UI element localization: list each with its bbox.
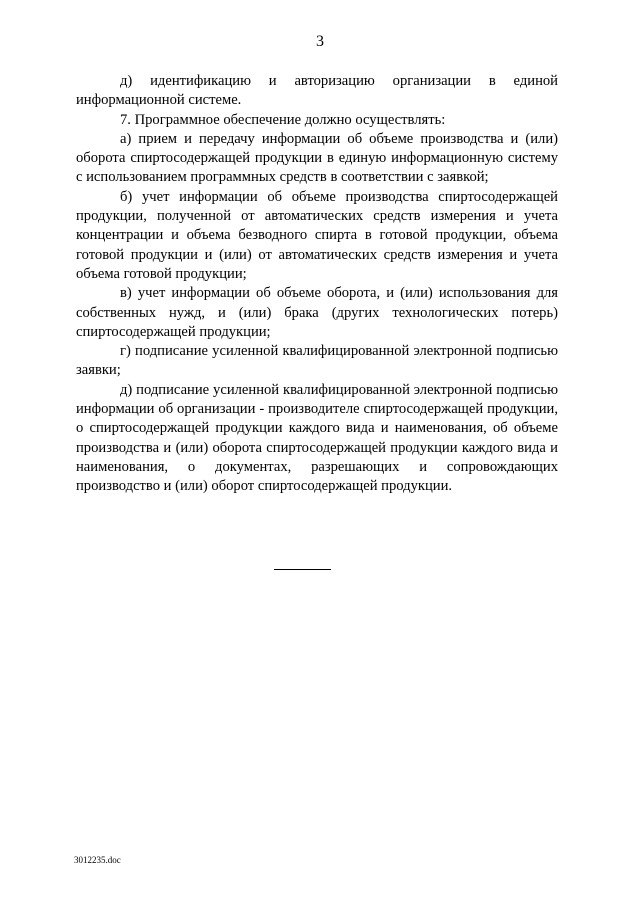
paragraph-item-d-identification: д) идентификацию и авторизацию организации в единой информационной системе. [76,73,558,109]
document-body [76,72,558,497]
paragraph-item-g-signing-application: г) подписание усиленной квалифицированной электронной подписью заявки; [76,343,558,379]
paragraph-section-7-heading: 7. Программное обеспечение должно осуществлять: [120,111,446,128]
paragraph-item-a-transfer: а) прием и передачу информации об объеме производства и (или) оборота спиртосодержащей продукции в единую информационную систему с использованием программных средств в соответствии с заявкой; [76,130,558,186]
paragraph-item-b-production-accounting: б) учет информации об объеме производства спиртосодержащей продукции, полученной от автоматических средств измерения и учета концентрации и объема безводного спирта в готовой продукции, объема готовой продукции и (или) от автоматических средств измерения и учета объема готовой продукции; [76,188,558,282]
paragraph-item-d-signing-information: д) подписание усиленной квалифицированной электронной подписью информации об организации - производителе спиртосодержащей продукции, о спиртосодержащей продукции каждого вида и наименования, об объеме производства и (или) оборота спиртосодержащей продукции каждого вида и наименования, о документах, разрешающих и сопровождающих производство и (или) оборот спиртосодержащей продукции. [76,381,558,495]
end-separator-line [274,569,331,570]
paragraph-item-v-turnover-accounting: в) учет информации об объеме оборота, и (или) использования для собственных нужд, и (или) брака (других технологических потерь) спиртосодержащей продукции; [76,285,558,340]
footer-file-name: 3012235.doc [74,855,121,865]
page-number: 3 [316,33,324,50]
